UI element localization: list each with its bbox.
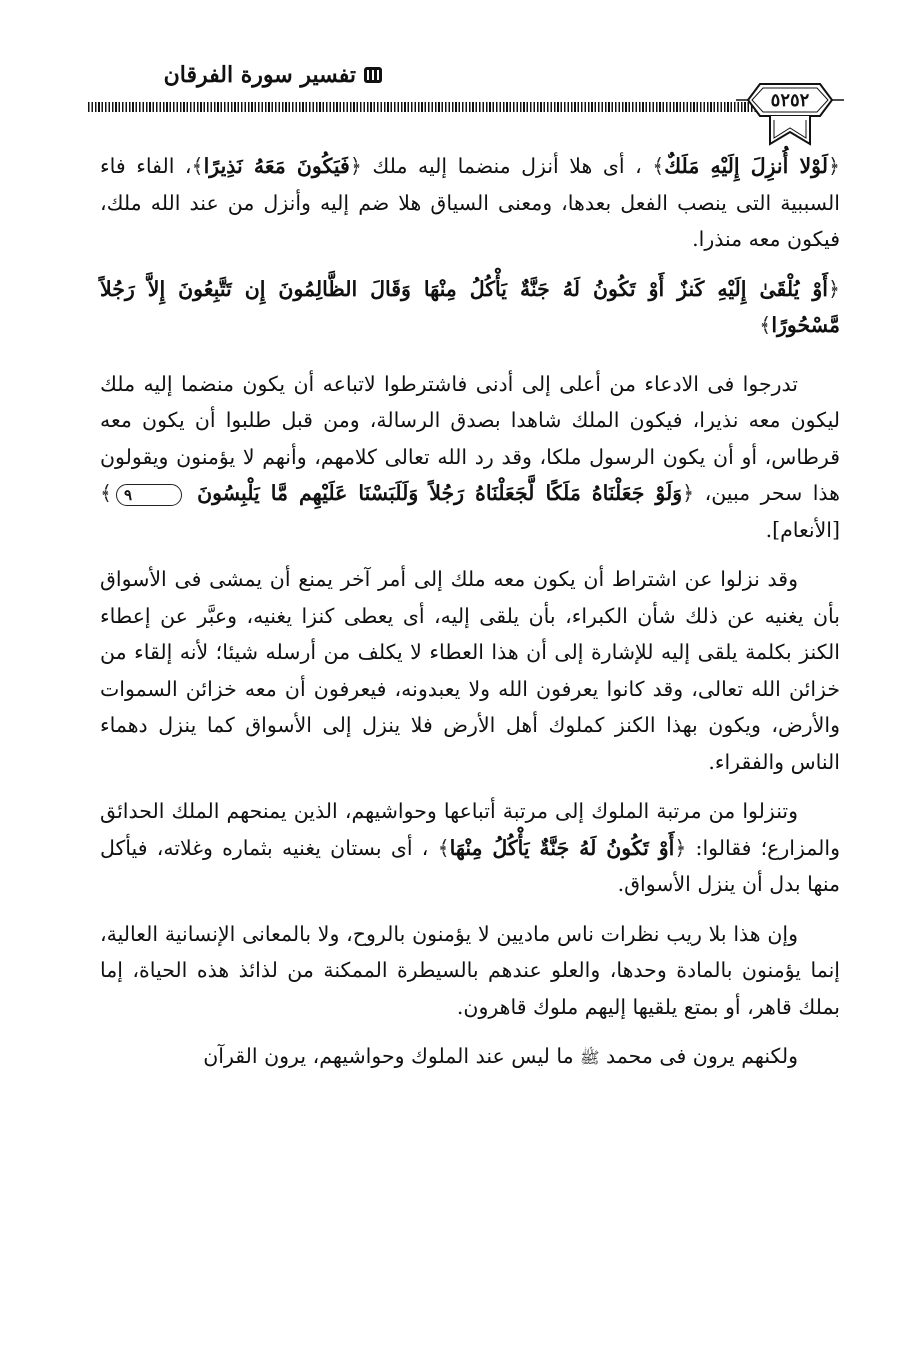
ornament-icon bbox=[362, 64, 384, 86]
quran-verse: ﴿وَلَوْ جَعَلْنَاهُ مَلَكًا لَّجَعَلْنَاهُ رَجُلاً وَلَلَبَسْنَا عَلَيْهِم مَّا يَلْبِسُونَ ٩﴾ bbox=[100, 481, 695, 505]
paragraph-6 bbox=[100, 916, 840, 1026]
page-number: ٥٢٥٢ bbox=[770, 90, 810, 111]
commentary-text: ، أى بستان يغنيه بثماره وغلاته، فيأكل منها بدل أن ينزل الأسواق. bbox=[100, 835, 840, 896]
commentary-text: ما ليس عند الملوك وحواشيهم، يرون القرآن bbox=[203, 1044, 574, 1068]
header-rule bbox=[88, 102, 760, 112]
commentary-text: تدرجوا فى الادعاء من أعلى إلى أدنى فاشترطوا لاتباعه أن يكون منضما إليه ملك ليكون معه نذيرا، فيكون الملك شاهدا بصدق الرسالة، ومن قبل طلبوا أن يكون معه قرطاس، أو أن يكون الرسول ملكا، وقد رد الله تعالى كلامهم، وأنهم لا يؤمنون ويقولون هذا سحر مبين، bbox=[100, 371, 840, 505]
paragraph-2 bbox=[100, 271, 840, 344]
quran-verse: ﴿أَوْ تَكُونُ لَهُ جَنَّةٌ يَأْكُلُ مِنْهَا﴾ bbox=[437, 835, 687, 860]
paragraph-7 bbox=[100, 1038, 840, 1077]
quran-verse: ﴿فَيَكُونَ مَعَهُ نَذِيرًا﴾ bbox=[191, 154, 362, 178]
page-number-frame bbox=[734, 76, 846, 152]
commentary-text: ، أى هلا أنزل منضما إليه ملك bbox=[372, 154, 642, 178]
paragraph-4 bbox=[100, 561, 840, 780]
paragraph-1 bbox=[100, 148, 840, 258]
commentary-text: ولكنهم يرون فى محمد bbox=[606, 1044, 798, 1068]
commentary-text: وإن هذا بلا ريب نظرات ناس ماديين لا يؤمنون بالروح، ولا بالمعانى الإنسانية العالية، إنما يؤمنون بالمادة وحدها، والعلو عندهم بالسيطرة الممكنة من لذائذ هذه الحياة، إما بملك قاهر، أو بمتع يلقيها إليهم ملوك قاهرون. bbox=[100, 921, 840, 1019]
paragraph-5 bbox=[100, 793, 840, 903]
page-header bbox=[0, 52, 916, 142]
commentary-text: وقد نزلوا عن اشتراط أن يكون معه ملك إلى أمر آخر يمنع أن يمشى فى الأسواق بأن يغنيه عن ذلك شأن الكبراء، بأن يلقى إليه، أى يعطى كنزا يغنيه، وعبَّر عن إعطاء الكنز بكلمة يلقى إليه للإشارة إلى أن هذا العطاء لا يكلف من أرسله شيئا؛ لأنه إلقاء من خزائن الله تعالى، وقد كانوا يعرفون الله ولا يعبدونه، فيعرفون أن معه خزائن السموات والأرض، ويكون بهذا الكنز كملوك أهل الأرض فلا ينزل إلى الأسواق كما ينزل دهماء الناس والفقراء. bbox=[100, 567, 840, 774]
surah-reference: [الأنعام]. bbox=[765, 517, 840, 542]
commentary-text: ، الفاء فاء السببية التى ينصب الفعل بعدها، ومعنى السياق هلا ضم إليه وأنزل من عند الله ملك، فيكون معه منذرا. bbox=[100, 154, 840, 251]
honorific-glyph: ﷺ bbox=[580, 1048, 600, 1067]
quran-verse: ﴿لَوْلا أُنزِلَ إِلَيْهِ مَلَكٌ﴾ bbox=[652, 154, 840, 178]
page-body bbox=[100, 148, 840, 1077]
ayah-number: ٩ bbox=[116, 484, 182, 506]
commentary-text: وتنزلوا من مرتبة الملوك إلى مرتبة أتباعها وحواشيهم، الذين يمنحهم الملك الحدائق والمزارع؛ فقالوا: bbox=[100, 799, 840, 860]
running-title: تفسير سورة الفرقان bbox=[163, 62, 356, 88]
paragraph-3 bbox=[100, 366, 840, 549]
quran-verse: ﴿أَوْ يُلْقَىٰ إِلَيْهِ كَنزٌ أَوْ تَكُونُ لَهُ جَنَّةٌ يَأْكُلُ مِنْهَا وَقَالَ الظَّالِمُونَ إِن تَتَّبِعُونَ إِلاَّ رَجُلاً مَّسْحُورًا﴾ bbox=[100, 276, 840, 337]
